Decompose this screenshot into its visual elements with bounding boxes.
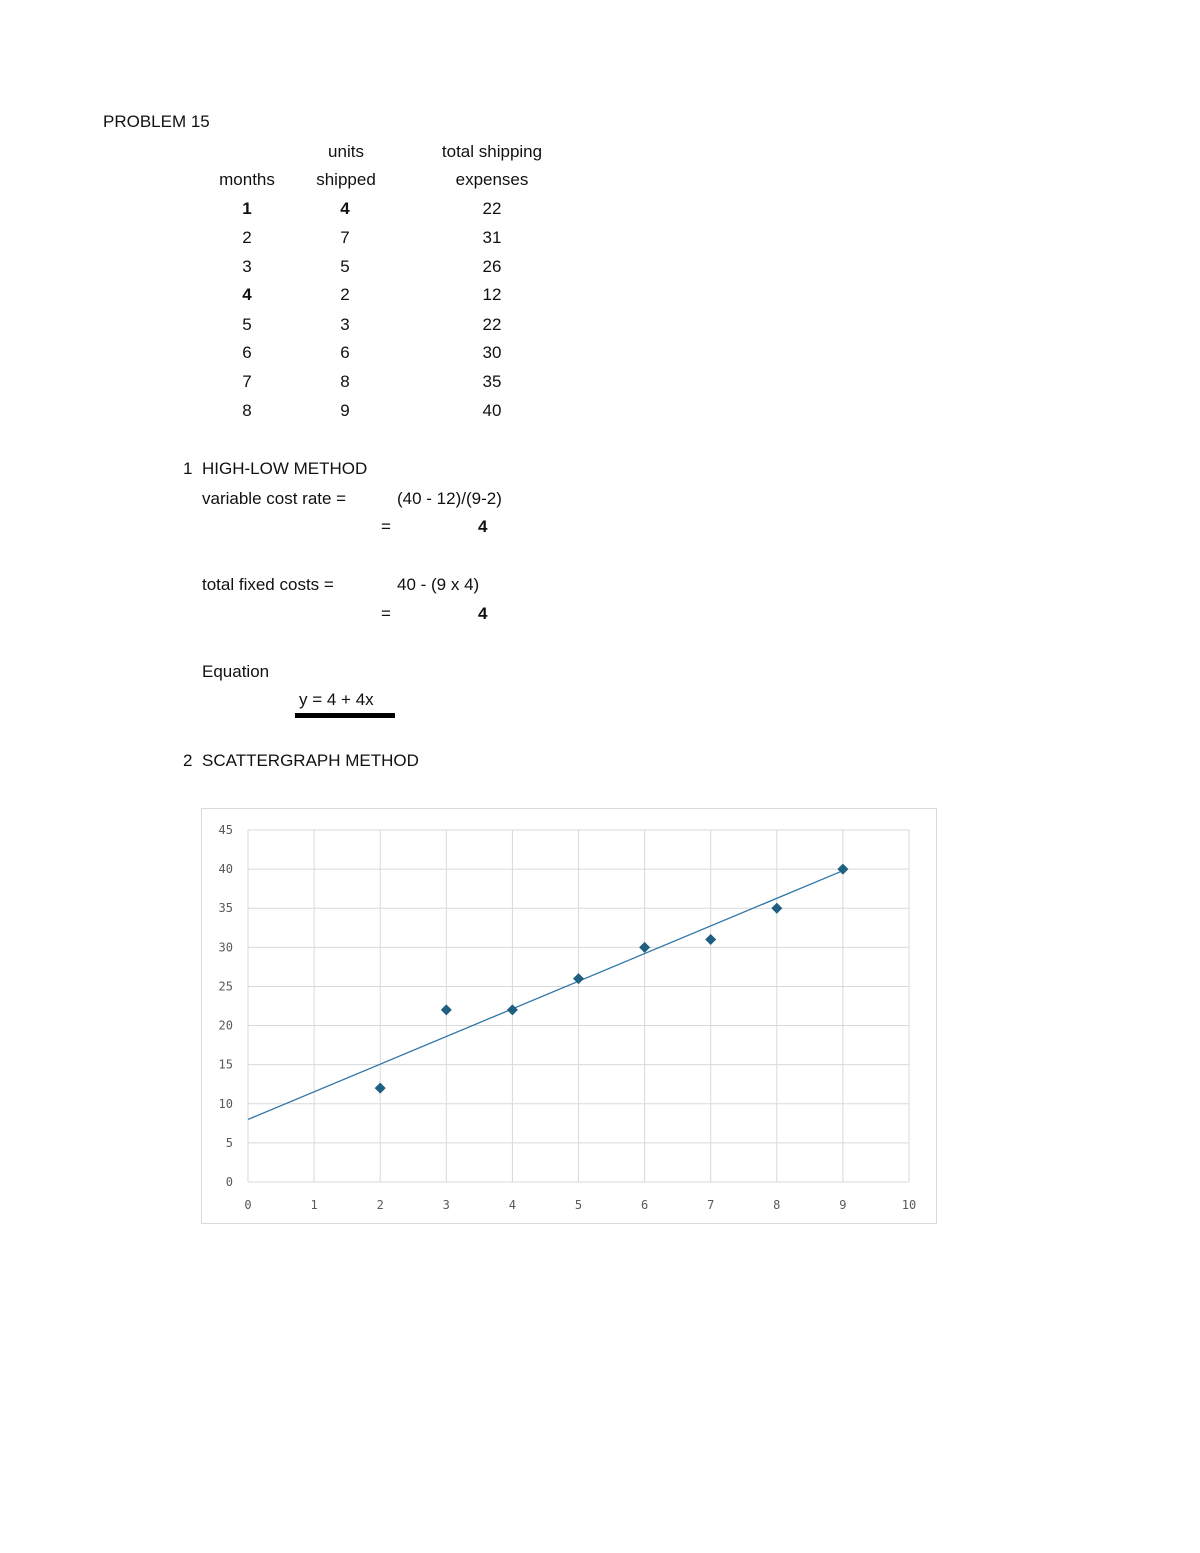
x-tick-label: 9 xyxy=(839,1198,847,1212)
table-cell-expense: 31 xyxy=(482,228,502,247)
equation-label: Equation xyxy=(202,662,270,681)
table-cell-units: 8 xyxy=(340,372,350,391)
fixed-cost-result: 4 xyxy=(478,604,488,623)
table-cell-month: 3 xyxy=(242,257,252,276)
x-tick-label: 4 xyxy=(508,1198,517,1212)
variable-cost-equals: = xyxy=(381,517,391,536)
expenses-header-line1: total shipping xyxy=(441,142,543,161)
y-tick-label: 0 xyxy=(225,1175,233,1189)
y-tick-label: 35 xyxy=(218,901,233,916)
variable-cost-formula: (40 - 12)/(9-2) xyxy=(397,489,502,508)
y-tick-label: 15 xyxy=(218,1057,233,1072)
table-cell-units: 3 xyxy=(340,315,350,334)
table-cell-expense: 26 xyxy=(482,257,502,276)
y-tick-label: 20 xyxy=(218,1018,233,1033)
table-cell-month: 5 xyxy=(242,315,252,334)
x-tick-label: 3 xyxy=(442,1198,450,1212)
data-point xyxy=(441,1004,452,1015)
data-point xyxy=(507,1004,518,1015)
table-cell-expense: 35 xyxy=(482,372,502,391)
scatter-chart xyxy=(201,808,937,1224)
table-cell-units: 9 xyxy=(340,401,350,420)
equation-underline xyxy=(295,713,395,718)
section-number-high-low: 1 xyxy=(183,459,193,478)
x-tick-label: 5 xyxy=(574,1198,583,1212)
x-tick-label: 1 xyxy=(310,1198,318,1212)
table-cell-expense: 30 xyxy=(482,343,502,362)
table-cell-month: 1 xyxy=(242,199,252,218)
table-cell-month: 4 xyxy=(242,285,252,304)
fixed-cost-equals: = xyxy=(381,604,391,623)
y-tick-label: 30 xyxy=(218,940,233,955)
table-cell-month: 2 xyxy=(242,228,252,247)
y-tick-label: 45 xyxy=(218,823,233,837)
x-tick-label: 8 xyxy=(773,1198,781,1212)
data-point xyxy=(639,942,650,953)
data-point xyxy=(375,1083,386,1094)
data-point xyxy=(771,903,782,914)
table-cell-units: 5 xyxy=(340,257,350,276)
table-cell-units: 7 xyxy=(340,228,350,247)
section-heading-scattergraph: SCATTERGRAPH METHOD xyxy=(202,751,419,770)
units-header-line1: units xyxy=(328,142,364,161)
x-tick-label: 6 xyxy=(640,1198,649,1212)
table-cell-month: 7 xyxy=(242,372,252,391)
y-tick-label: 25 xyxy=(218,979,233,994)
x-tick-label: 2 xyxy=(376,1198,384,1212)
table-cell-month: 6 xyxy=(242,343,252,362)
y-tick-label: 40 xyxy=(218,862,233,877)
x-tick-label: 10 xyxy=(901,1198,917,1212)
table-cell-month: 8 xyxy=(242,401,252,420)
variable-cost-label: variable cost rate = xyxy=(202,489,347,508)
section-number-scattergraph: 2 xyxy=(183,751,193,770)
fixed-cost-label: total fixed costs = xyxy=(202,575,334,594)
x-tick-label: 0 xyxy=(244,1198,252,1212)
months-header: months xyxy=(219,170,275,189)
y-tick-label: 10 xyxy=(218,1096,233,1111)
table-cell-units: 6 xyxy=(340,343,350,362)
data-point xyxy=(705,934,716,945)
equation-text: y = 4 + 4x xyxy=(299,690,374,709)
section-heading-high-low: HIGH-LOW METHOD xyxy=(202,459,368,478)
fixed-cost-formula: 40 - (9 x 4) xyxy=(397,575,480,594)
x-tick-label: 7 xyxy=(707,1198,715,1212)
table-cell-expense: 22 xyxy=(482,199,502,218)
table-cell-expense: 22 xyxy=(482,315,502,334)
units-header-line2: shipped xyxy=(316,170,376,189)
y-tick-label: 5 xyxy=(225,1135,233,1150)
problem-title: PROBLEM 15 xyxy=(103,112,210,131)
table-cell-expense: 40 xyxy=(482,401,502,420)
table-cell-units: 4 xyxy=(340,199,350,218)
table-cell-units: 2 xyxy=(340,285,350,304)
table-cell-expense: 12 xyxy=(482,285,502,304)
scatter-chart-svg xyxy=(202,809,938,1225)
variable-cost-result: 4 xyxy=(478,517,488,536)
expenses-header-line2: expenses xyxy=(455,170,529,189)
